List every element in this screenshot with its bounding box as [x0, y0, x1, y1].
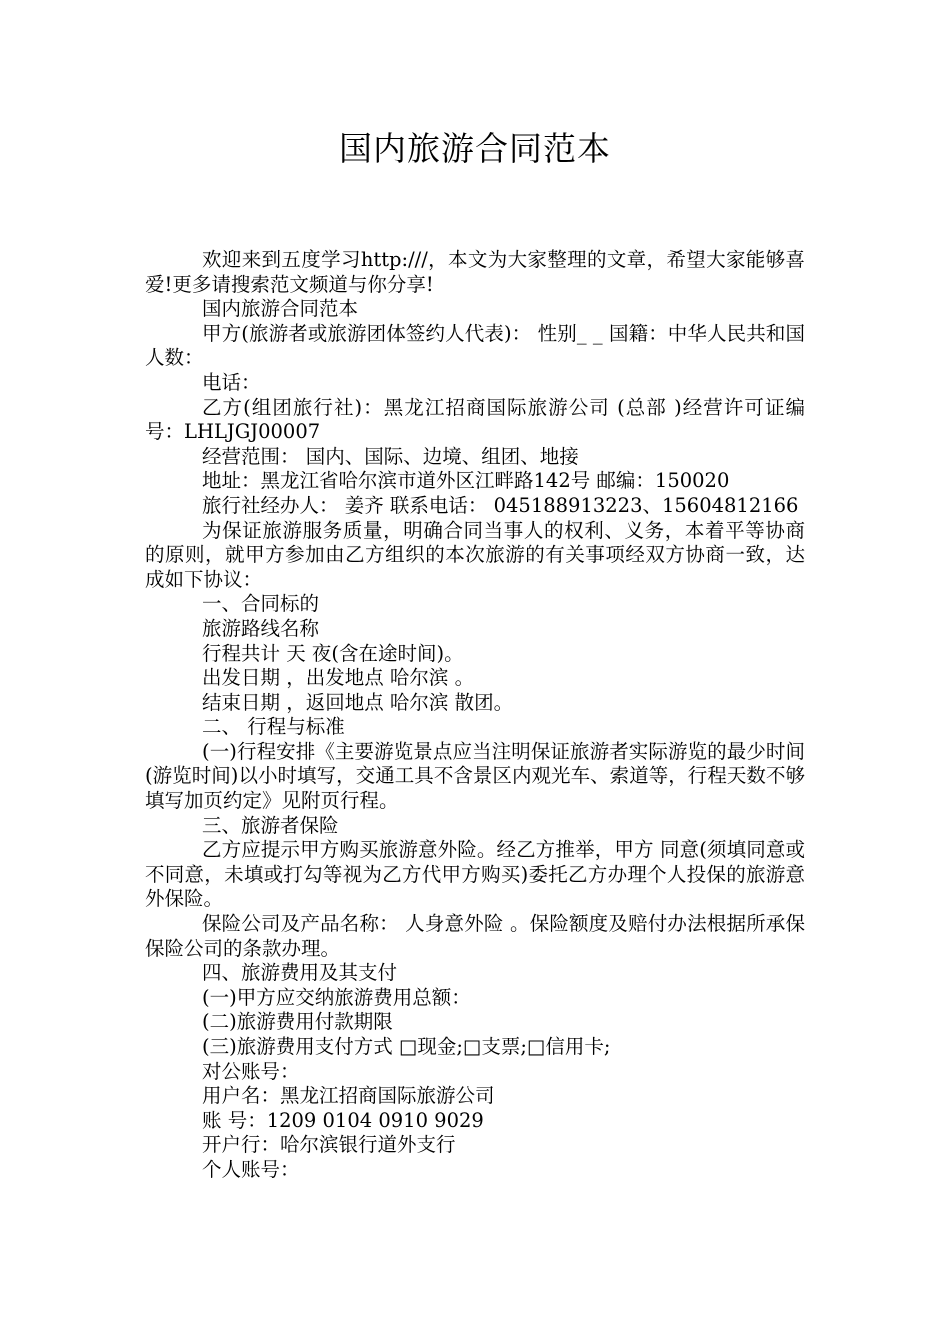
paragraph-account-name: 用户名：黑龙江招商国际旅游公司 — [202, 1084, 495, 1108]
paragraph-payment-method: (三)旅游费用支付方式 □现金;□支票;□信用卡; — [202, 1035, 611, 1058]
section-heading-4: 四、旅游费用及其支付 — [202, 961, 398, 985]
paragraph-personal-account: 个人账号： — [202, 1157, 300, 1181]
paragraph-route-name: 旅游路线名称 — [202, 616, 320, 640]
paragraph-duration: 行程共计 天 夜(含在途时间)。 — [202, 641, 464, 665]
document-title: 国内旅游合同范本 — [339, 129, 611, 168]
paragraph-itinerary: (一)行程安排《主要游览景点应当注明保证旅游者实际游览的最少时间(游览时间)以小时填写，交通工具不含景区内观光车、索道等，行程天数不够填写加页约定》见附页行程。 — [145, 739, 805, 813]
paragraph-fee-total: (一)甲方应交纳旅游费用总额： — [202, 985, 471, 1009]
paragraph-address: 地址：黑龙江省哈尔滨市道外区江畔路142号 邮编：150020 — [202, 469, 730, 493]
paragraph-corporate-account: 对公账号： — [202, 1059, 300, 1083]
paragraph-subtitle: 国内旅游合同范本 — [202, 297, 359, 321]
section-heading-1: 一、合同标的 — [202, 592, 320, 616]
paragraph-insurer: 保险公司及产品名称： 人身意外险 。保险额度及赔付办法根据所承保保险公司的条款办理。 — [145, 912, 805, 960]
paragraph-party-a: 甲方(旅游者或旅游团体签约人代表)： 性别_ _ 国籍：中华人民共和国 人数： — [145, 321, 805, 370]
paragraph-party-b: 乙方(组团旅行社)：黑龙江招商国际旅游公司 (总部 )经营许可证编号：LHLJGJ00007 — [145, 395, 805, 444]
paragraph-intro: 欢迎来到五度学习http:///，本文为大家整理的文章，希望大家能够喜爱!更多请搜索范文频道与你分享! — [145, 248, 805, 296]
paragraph-account-number: 账 号：1209 0104 0910 9029 — [202, 1108, 484, 1132]
paragraph-phone: 电话： — [202, 370, 261, 394]
paragraph-fee-deadline: (二)旅游费用付款期限 — [202, 1010, 393, 1034]
paragraph-return: 结束日期 ，返回地点 哈尔滨 散团。 — [202, 690, 514, 714]
paragraph-business-scope: 经营范围： 国内、国际、边境、组团、地接 — [202, 444, 579, 468]
section-heading-2: 二、 行程与标准 — [202, 715, 345, 739]
paragraph-preamble: 为保证旅游服务质量，明确合同当事人的权利、义务，本着平等协商的原则，就甲方参加由乙方组织的本次旅游的有关事项经双方协商一致，达成如下协议： — [145, 518, 805, 591]
section-heading-3: 三、旅游者保险 — [202, 813, 339, 837]
paragraph-insurance: 乙方应提示甲方购买旅游意外险。经乙方推举，甲方 同意(须填同意或不同意，未填或打勾等视为乙方代甲方购买)委托乙方办理个人投保的旅游意外保险。 — [145, 838, 805, 911]
paragraph-agent-contact: 旅行社经办人： 姜齐 联系电话： 045188913223、15604812166 — [202, 493, 799, 517]
document-body — [145, 248, 805, 1183]
paragraph-bank: 开户行：哈尔滨银行道外支行 — [202, 1133, 456, 1157]
paragraph-departure: 出发日期 ，出发地点 哈尔滨 。 — [202, 666, 475, 690]
